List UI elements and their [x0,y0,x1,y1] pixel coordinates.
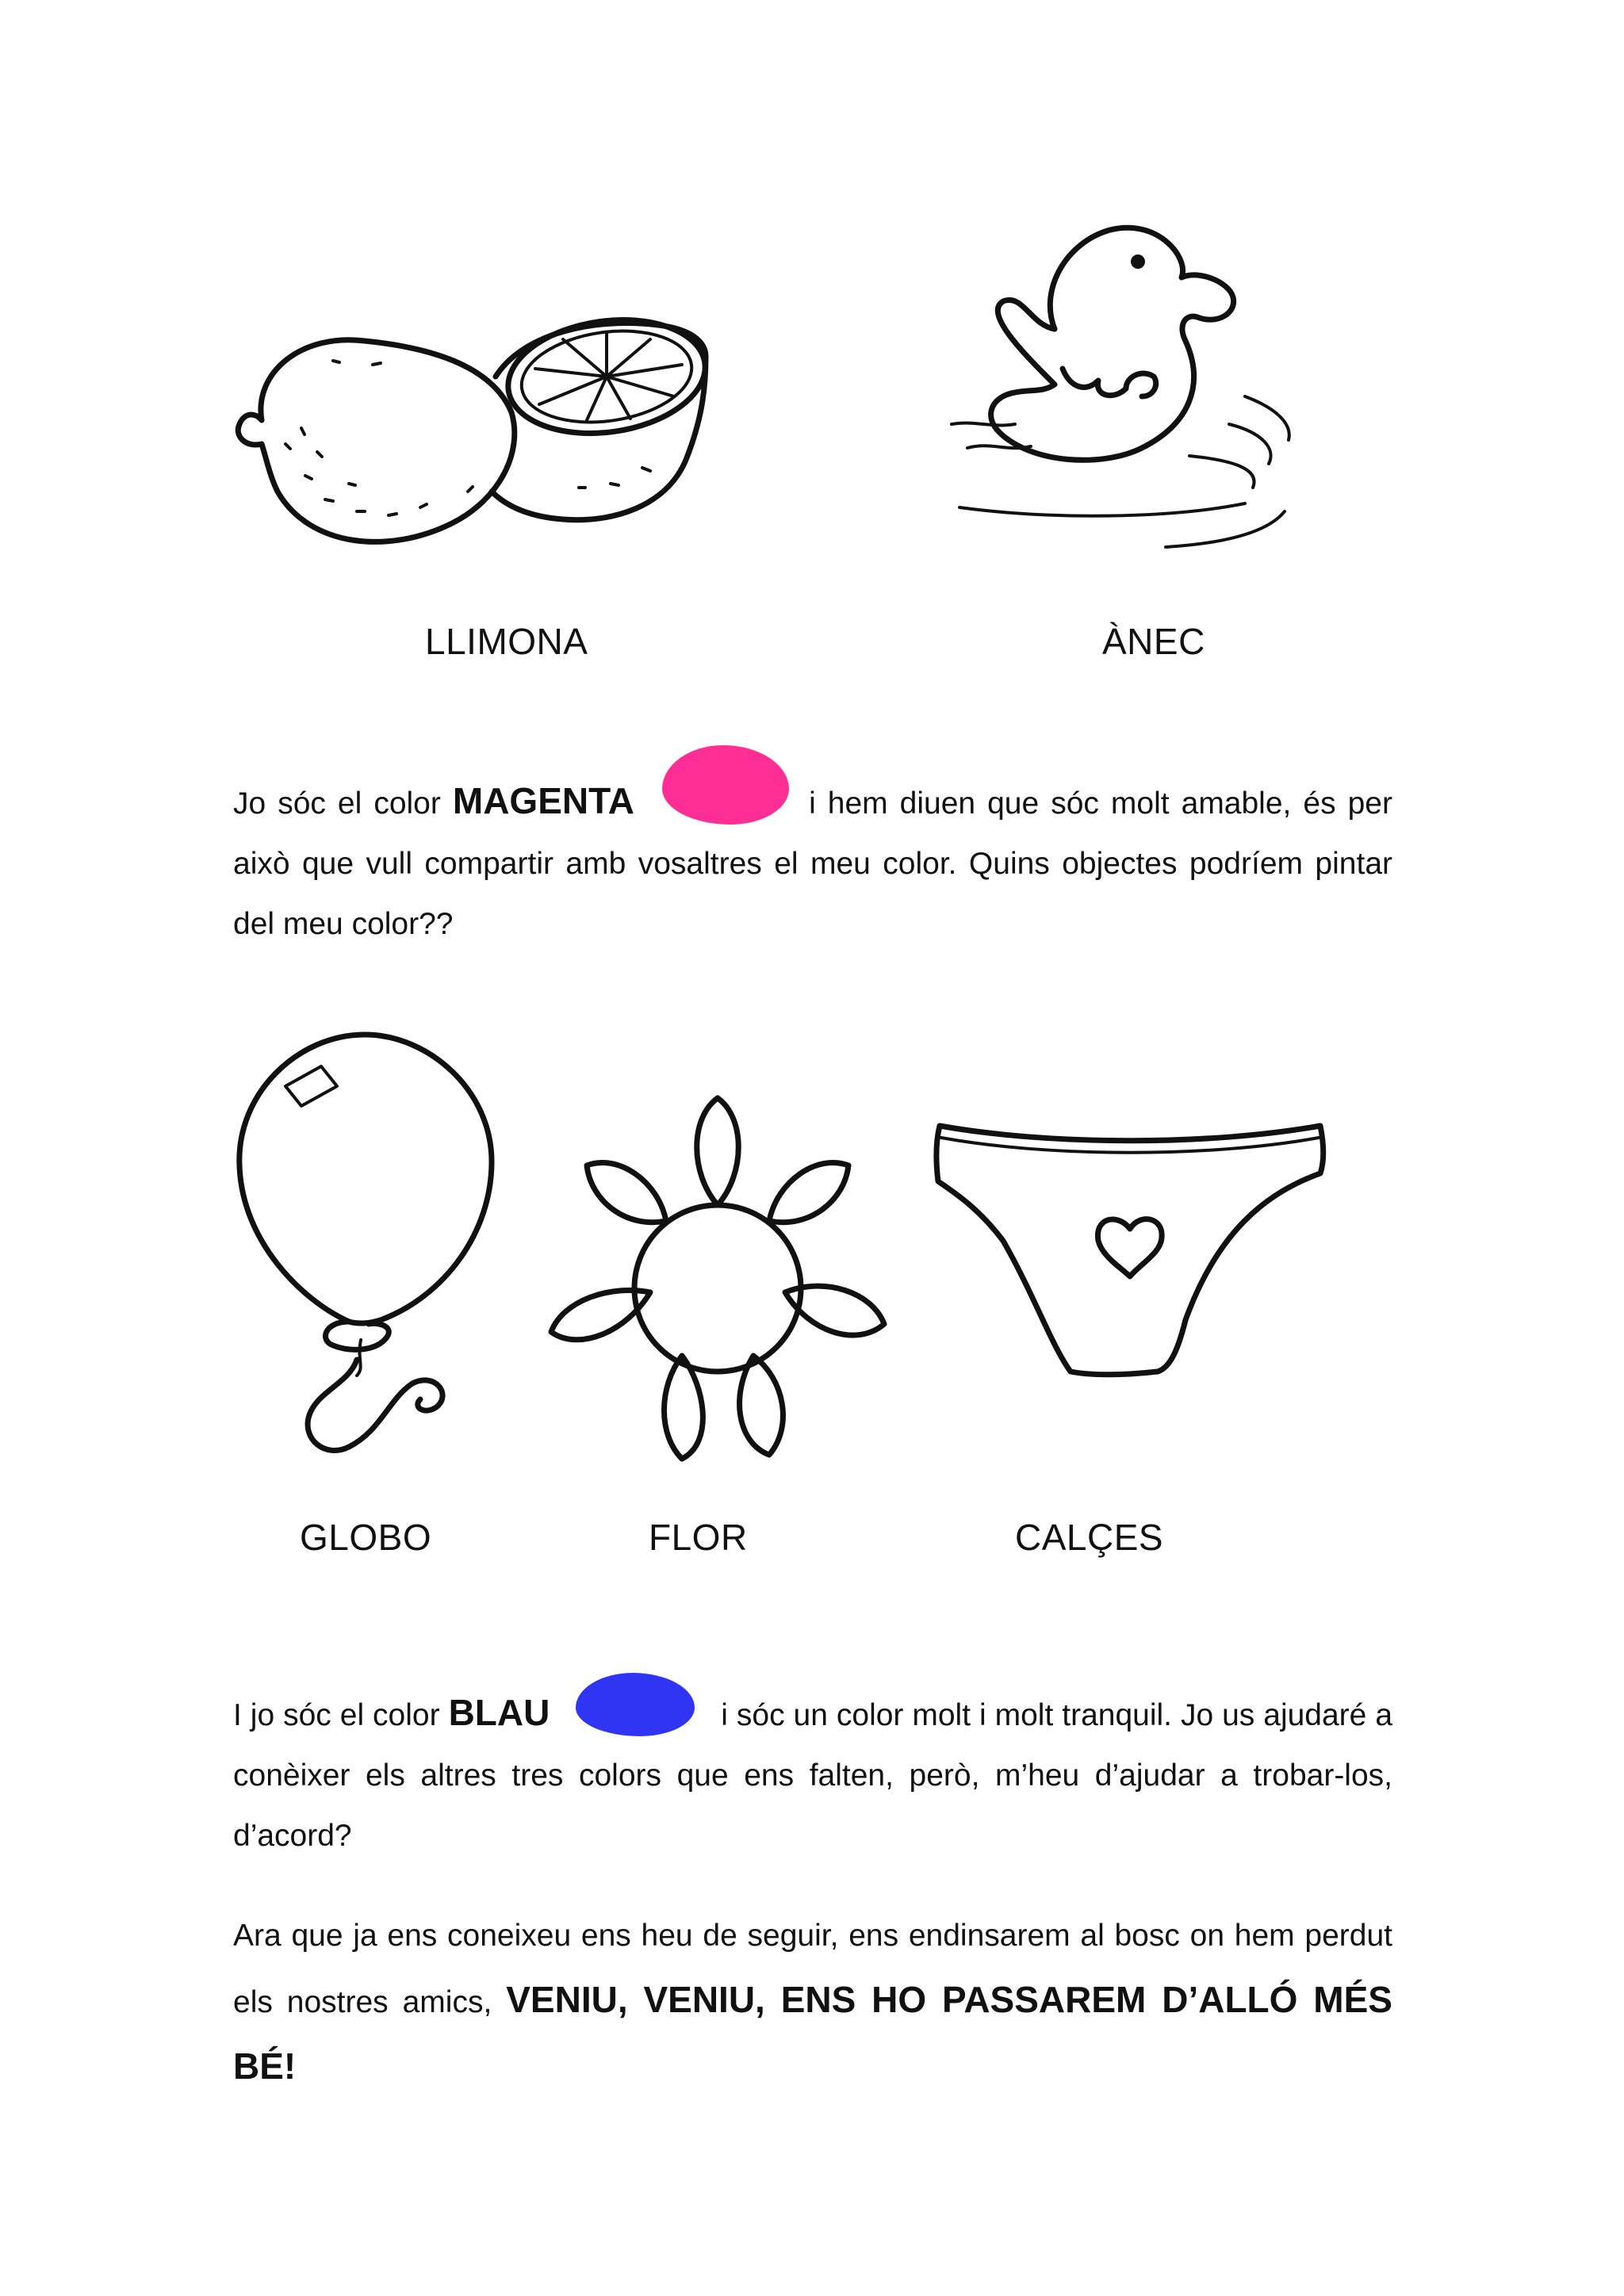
duck-drawing [928,194,1356,567]
blau-text: i sóc un color molt i molt tranquil. Jo us ajudaré a conèixer els altres tres colors que ens falten, però, m’heu d’ajudar a trobar-los, d’acord? [233,1698,1393,1853]
magenta-text: i hem diuen que sóc molt amable, és per això que vull compartir amb vosaltres el meu color. Quins objectes podríem pintar del meu color?? [233,786,1392,941]
label-globo: GLOBO [300,1517,432,1558]
label-flor: FLOR [649,1517,748,1558]
blau-intro: I jo sóc el color [233,1698,440,1732]
label-calces: CALÇES [1015,1517,1164,1558]
closing-paragraph [233,1904,1392,2101]
balloon-drawing [230,1027,508,1471]
magenta-paragraph [233,745,1392,955]
blau-swatch [576,1673,695,1736]
blau-color-name: BLAU [448,1692,550,1733]
closing-text: Ara que ja ens coneixeu ens heu de seguir, ens endinsarem al bosc on hem perdut els nostres amics, [233,1919,1392,2019]
blau-paragraph [233,1673,1392,1866]
magenta-swatch [662,745,789,825]
magenta-color-name: MAGENTA [452,780,635,821]
label-llimona: LLIMONA [425,621,588,662]
magenta-intro: Jo sóc el color [233,786,441,821]
panties-drawing [932,1114,1328,1380]
label-anec: ÀNEC [1102,621,1205,662]
closing-emphasis: VENIU, VENIU, ENS HO PASSAREM D’ALLÓ MÉS BÉ! [233,1979,1392,2087]
lemon-drawing [230,285,722,555]
flower-drawing [531,1094,904,1475]
